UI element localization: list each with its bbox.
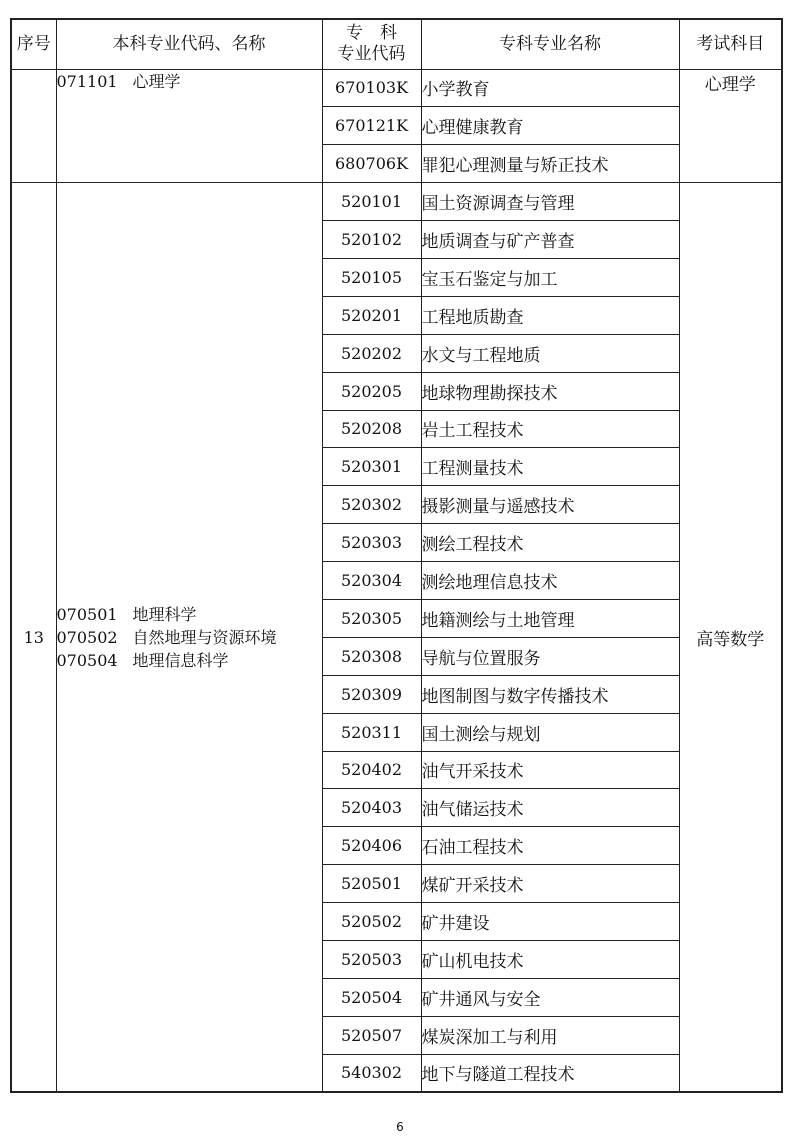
vocational-name-cell: 地下与隧道工程技术: [421, 1054, 679, 1092]
vocational-name-cell: 测绘工程技术: [421, 524, 679, 562]
undergrad-major: [57, 626, 322, 649]
vocational-code-cell: 520507: [322, 1016, 421, 1054]
vocational-code-cell: 670121K: [322, 107, 421, 145]
vocational-code-cell: 520304: [322, 562, 421, 600]
vocational-name-cell: 油气开采技术: [421, 751, 679, 789]
header-exam-subject: 考试科目: [679, 19, 782, 69]
vocational-code-cell: 520504: [322, 978, 421, 1016]
vocational-name-cell: 国土资源调查与管理: [421, 183, 679, 221]
vocational-code-cell: 520302: [322, 486, 421, 524]
undergrad-major-name: 地理科学: [132, 604, 197, 624]
vocational-name-cell: 工程地质勘查: [421, 296, 679, 334]
vocational-code-cell: 520309: [322, 675, 421, 713]
vocational-name-cell: 宝玉石鉴定与加工: [421, 258, 679, 296]
vocational-code-cell: 520305: [322, 599, 421, 637]
undergrad-majors-cell: [56, 69, 322, 183]
undergrad-majors-cell: [56, 183, 322, 1092]
undergrad-major: [57, 70, 322, 93]
vocational-code-cell: 520105: [322, 258, 421, 296]
vocational-code-cell: 520308: [322, 637, 421, 675]
seq-cell: [11, 69, 56, 183]
vocational-code-cell: 520201: [322, 296, 421, 334]
exam-subject-cell: 高等数学: [679, 183, 782, 1092]
undergrad-major-code: 070504: [56, 650, 118, 670]
vocational-name-cell: 地质调查与矿产普查: [421, 221, 679, 259]
undergrad-major-code: 070502: [56, 627, 118, 647]
vocational-name-cell: 心理健康教育: [421, 107, 679, 145]
header-undergrad: 本科专业代码、名称: [56, 19, 322, 69]
undergrad-major: [57, 649, 322, 672]
header-vocational-name: 专科专业名称: [421, 19, 679, 69]
vocational-code-cell: 520202: [322, 334, 421, 372]
vocational-name-cell: 摄影测量与遥感技术: [421, 486, 679, 524]
vocational-code-cell: 520208: [322, 410, 421, 448]
vocational-name-cell: 地籍测绘与土地管理: [421, 599, 679, 637]
vocational-name-cell: 地球物理勘探技术: [421, 372, 679, 410]
seq-cell: 13: [11, 183, 56, 1092]
undergrad-major-code: 070501: [56, 604, 118, 624]
vocational-name-cell: 国土测绘与规划: [421, 713, 679, 751]
vocational-name-cell: 罪犯心理测量与矫正技术: [421, 145, 679, 183]
vocational-code-cell: 520501: [322, 865, 421, 903]
vocational-code-cell: 520403: [322, 789, 421, 827]
vocational-code-cell: 520311: [322, 713, 421, 751]
vocational-name-cell: 岩土工程技术: [421, 410, 679, 448]
undergrad-major: [57, 603, 322, 626]
header-vocational-code-line1: 专 科: [346, 23, 397, 44]
vocational-code-cell: 520102: [322, 221, 421, 259]
header-seq: 序号: [11, 19, 56, 69]
vocational-name-cell: 煤炭深加工与利用: [421, 1016, 679, 1054]
undergrad-major-name: 自然地理与资源环境: [132, 627, 277, 647]
vocational-code-cell: 540302: [322, 1054, 421, 1092]
vocational-name-cell: 地图制图与数字传播技术: [421, 675, 679, 713]
undergrad-major-name: 地理信息科学: [132, 650, 229, 670]
exam-subject-cell: 心理学: [679, 69, 782, 183]
vocational-name-cell: 煤矿开采技术: [421, 865, 679, 903]
page-number: 6: [396, 1120, 404, 1134]
vocational-name-cell: 导航与位置服务: [421, 637, 679, 675]
vocational-name-cell: 工程测量技术: [421, 448, 679, 486]
table-row: [11, 183, 782, 221]
vocational-code-cell: 520301: [322, 448, 421, 486]
vocational-name-cell: 矿山机电技术: [421, 940, 679, 978]
vocational-name-cell: 石油工程技术: [421, 827, 679, 865]
vocational-code-cell: 670103K: [322, 69, 421, 107]
vocational-code-cell: 680706K: [322, 145, 421, 183]
undergrad-major-name: 心理学: [132, 71, 181, 91]
vocational-code-cell: 520303: [322, 524, 421, 562]
table-row: [11, 69, 782, 107]
undergrad-major-code: 071101: [56, 71, 118, 91]
vocational-name-cell: 油气储运技术: [421, 789, 679, 827]
vocational-name-cell: 测绘地理信息技术: [421, 562, 679, 600]
vocational-code-cell: 520503: [322, 940, 421, 978]
vocational-code-cell: 520402: [322, 751, 421, 789]
header-vocational-code: [322, 19, 421, 69]
vocational-code-cell: 520205: [322, 372, 421, 410]
vocational-code-cell: 520101: [322, 183, 421, 221]
vocational-name-cell: 小学教育: [421, 69, 679, 107]
vocational-name-cell: 矿井通风与安全: [421, 978, 679, 1016]
vocational-name-cell: 矿井建设: [421, 903, 679, 941]
vocational-code-cell: 520502: [322, 903, 421, 941]
table-header-row: [11, 19, 782, 69]
major-table: [10, 18, 783, 1093]
table-body: [11, 69, 782, 1092]
vocational-name-cell: 水文与工程地质: [421, 334, 679, 372]
header-vocational-code-line2: 专业代码: [337, 44, 406, 65]
vocational-code-cell: 520406: [322, 827, 421, 865]
